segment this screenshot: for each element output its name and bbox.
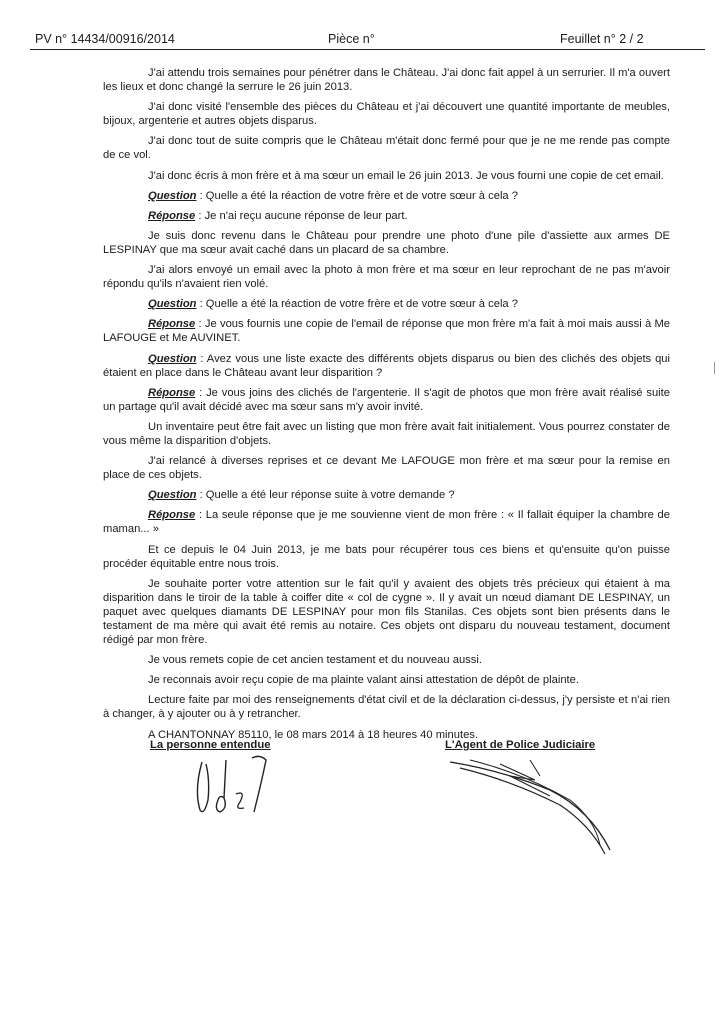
statement-body <box>103 66 670 748</box>
paragraph-text: J'ai donc écris à mon frère et à ma sœur un email le 26 juin 2013. Je vous fourni une copie de cet email. <box>148 169 664 182</box>
statement-paragraph <box>103 454 670 482</box>
answer-label: Réponse <box>148 386 196 399</box>
statement-paragraph <box>103 169 670 183</box>
statement-paragraph <box>103 297 670 311</box>
statement-paragraph <box>103 263 670 291</box>
paragraph-text: J'ai attendu trois semaines pour pénétrer dans le Château. J'ai donc fait appel à un serrurier. Il m'a ouvert les lieux et donc changé la serrure le 26 juin 2013. <box>103 67 670 94</box>
paragraph-text: Je reconnais avoir reçu copie de ma plainte valant ainsi attestation de dépôt de plainte. <box>148 674 579 687</box>
statement-paragraph <box>103 100 670 128</box>
answer-label: Réponse <box>148 509 196 522</box>
paragraph-text: : Quelle a été leur réponse suite à votre demande ? <box>196 489 455 502</box>
statement-paragraph <box>103 653 670 667</box>
signature-label-officer: L'Agent de Police Judiciaire <box>445 739 596 751</box>
pv-number: PV n° 14434/00916/2014 <box>35 32 175 46</box>
paragraph-text: : Je vous fournis une copie de l'email de réponse que mon frère m'a fait à moi mais aussi à Me LAFOUGE et Me AUVINET. <box>103 318 670 345</box>
statement-paragraph <box>103 420 670 448</box>
question-label: Question <box>148 189 197 202</box>
statement-paragraph <box>103 488 670 502</box>
margin-mark <box>714 362 715 374</box>
answer-label: Réponse <box>148 318 196 331</box>
statement-paragraph <box>103 229 670 257</box>
statement-paragraph <box>103 693 670 721</box>
signature-label-person: La personne entendue <box>150 739 271 751</box>
paragraph-text: Je vous remets copie de cet ancien testament et du nouveau aussi. <box>148 654 482 667</box>
paragraph-text: Et ce depuis le 04 Juin 2013, je me bats pour récupérer tous ces biens et qu'ensuite qu'on puisse procéder équitable entre nous trois. <box>103 543 670 570</box>
statement-paragraph <box>103 209 670 223</box>
paragraph-text: J'ai relancé à diverses reprises et ce devant Me LAFOUGE mon frère et ma sœur pour la remise en place de ces objets. <box>103 455 670 482</box>
paragraph-text: : La seule réponse que je me souvienne vient de mon frère : « Il fallait équiper la chambre de maman... » <box>103 509 670 536</box>
paragraph-text: : Je n'ai reçu aucune réponse de leur part. <box>195 209 408 222</box>
answer-label: Réponse <box>148 209 196 222</box>
header-rule <box>30 49 705 50</box>
paragraph-text: : Quelle a été la réaction de votre frère et de votre sœur à cela ? <box>196 189 518 202</box>
statement-paragraph <box>103 352 670 380</box>
piece-number: Pièce n° <box>328 32 375 46</box>
paragraph-text: J'ai donc tout de suite compris que le Château m'était donc fermé pour que je ne me rende pas compte de ce vol. <box>103 135 670 162</box>
handwritten-signature-officer <box>440 750 620 860</box>
paragraph-text: : Quelle a été la réaction de votre frère et de votre sœur à cela ? <box>196 298 518 311</box>
statement-paragraph <box>103 673 670 687</box>
paragraph-text: : Avez vous une liste exacte des différents objets disparus ou bien des clichés des objets qui étaient en place dans le Château avant leur disparition ? <box>103 352 670 379</box>
paragraph-text: J'ai alors envoyé un email avec la photo à mon frère et ma sœur en leur reprochant de ne pas m'avoir répondu qu'ils n'avaient rien volé. <box>103 264 670 291</box>
sheet-number: Feuillet n° 2 / 2 <box>560 32 644 46</box>
statement-paragraph <box>103 543 670 571</box>
paragraph-text: J'ai donc visité l'ensemble des pièces du Château et j'ai découvert une quantité importante de meubles, bijoux, argenterie et autres objets disparus. <box>103 101 670 128</box>
statement-paragraph <box>103 577 670 647</box>
paragraph-text: Je suis donc revenu dans le Château pour prendre une photo d'une pile d'assiette aux armes DE LESPINAY que ma sœur avait caché dans un placard de sa chambre. <box>103 229 670 256</box>
paragraph-text: : Je vous joins des clichés de l'argenterie. Il s'agit de photos que mon frère avait réalisé suite un partage qu'il avait décidé avec ma sœur sans m'y avoir invité. <box>103 386 670 413</box>
statement-paragraph <box>103 317 670 345</box>
paragraph-text: Je souhaite porter votre attention sur le fait qu'il y avaient des objets très précieux qui étaient à ma disparition dans le tiroir de la table à coiffer dite « col de cygne ». Il y avait un nœud diamant DE LESPINAY, un paquet avec quelques diamants DE LESPINAY pour mon fils Stanilas. Ces objets sont bien présents dans le testament de ma mère qui avait été remis au notaire. Ces objets ont disparu du nouveau testament, document rédigé par mon frère. <box>103 577 670 647</box>
statement-paragraph <box>103 508 670 536</box>
statement-paragraph <box>103 189 670 203</box>
statement-paragraph <box>103 66 670 94</box>
question-label: Question <box>148 489 197 502</box>
statement-paragraph <box>103 134 670 162</box>
handwritten-signature-person <box>190 750 290 820</box>
paragraph-text: Un inventaire peut être fait avec un listing que mon frère avait fait initialement. Vous pourrez constater de vous même la disparition d'objets. <box>103 420 670 447</box>
question-label: Question <box>148 352 197 365</box>
question-label: Question <box>148 298 197 311</box>
paragraph-text: A CHANTONNAY 85110, le 08 mars 2014 à 18 heures 40 minutes. <box>148 728 479 741</box>
statement-paragraph <box>103 386 670 414</box>
paragraph-text: Lecture faite par moi des renseignements d'état civil et de la déclaration ci-dessus, j'y persiste et n'ai rien à changer, à y ajouter ou à y retrancher. <box>103 694 670 721</box>
